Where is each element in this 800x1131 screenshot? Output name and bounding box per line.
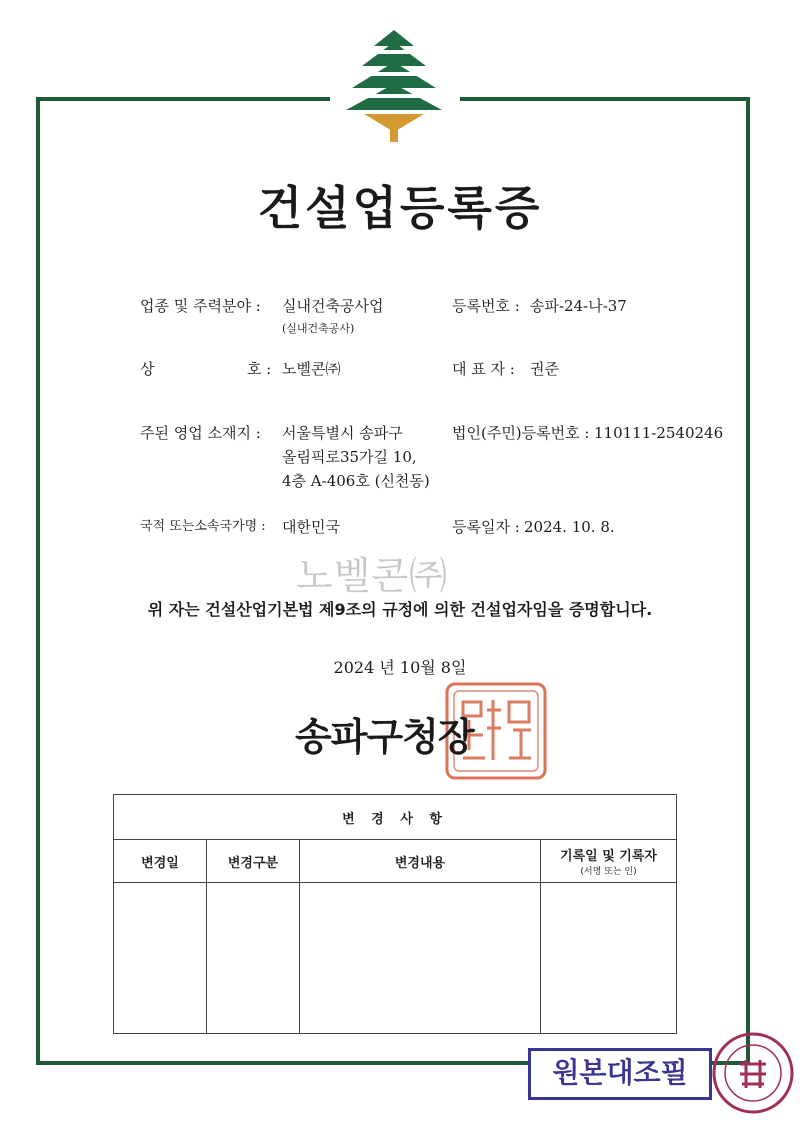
company-label-a: 상 [140,360,155,378]
certification-statement: 위 자는 건설산업기본법 제9조의 규정에 의한 건설업자임을 증명합니다. [147,600,653,619]
header-change-content: 변경내용 [300,840,541,883]
address-line2: 올림픽로35가길 10, [282,448,417,466]
ghost-company-text: 노벨콘㈜ [296,554,449,598]
change-date-cell [114,883,207,1034]
representative-label: 대 표 자 : [452,360,515,378]
address-line1: 서울특별시 송파구 [282,424,403,442]
reg-no-value: 송파-24-나-37 [530,297,627,315]
issue-date: 2024 년 10월 8일 [333,658,467,677]
header-record-label: 기록일 및 기록자 [560,849,657,864]
company-value: 노벨콘㈜ [282,360,341,378]
change-type-cell [207,883,300,1034]
reg-date-label: 등록일자 : [452,518,520,536]
record-cell [541,883,677,1034]
reg-date-value: 2024. 10. 8. [524,518,615,536]
representative-value: 권준 [530,360,559,378]
business-type-sub: (실내건축공사) [282,322,355,335]
pine-tree-logo-icon [344,28,444,146]
corp-no-label: 법인(주민)등록번호 : [452,424,590,442]
original-verified-stamp: 원본대조필 [528,1048,712,1100]
issuing-authority: 송파구청장 [295,715,474,759]
header-change-type: 변경구분 [207,840,300,883]
page-title: 건설업등록증 [257,181,543,235]
header-change-date: 변경일 [114,840,207,883]
changes-table [113,794,677,1034]
business-type-label: 업종 및 주력분야 : [140,297,261,315]
company-label-b: 호 : [247,360,272,378]
header-record-date [541,840,677,883]
address-line3: 4층 A-406호 (신천동) [282,472,430,490]
header-record-note: (서명 또는 인) [580,867,637,877]
change-content-cell [300,883,541,1034]
address-label: 주된 영업 소재지 : [140,424,261,442]
nationality-value: 대한민국 [282,518,340,536]
nationality-label: 국적 또는소속국가명 : [140,519,266,534]
business-type-value: 실내건축공사업 [282,297,384,315]
changes-caption: 변 경 사 항 [114,795,677,840]
reg-no-label: 등록번호 : [452,297,520,315]
corp-no-value: 110111-2540246 [594,424,724,442]
round-seal-icon [710,1030,796,1116]
